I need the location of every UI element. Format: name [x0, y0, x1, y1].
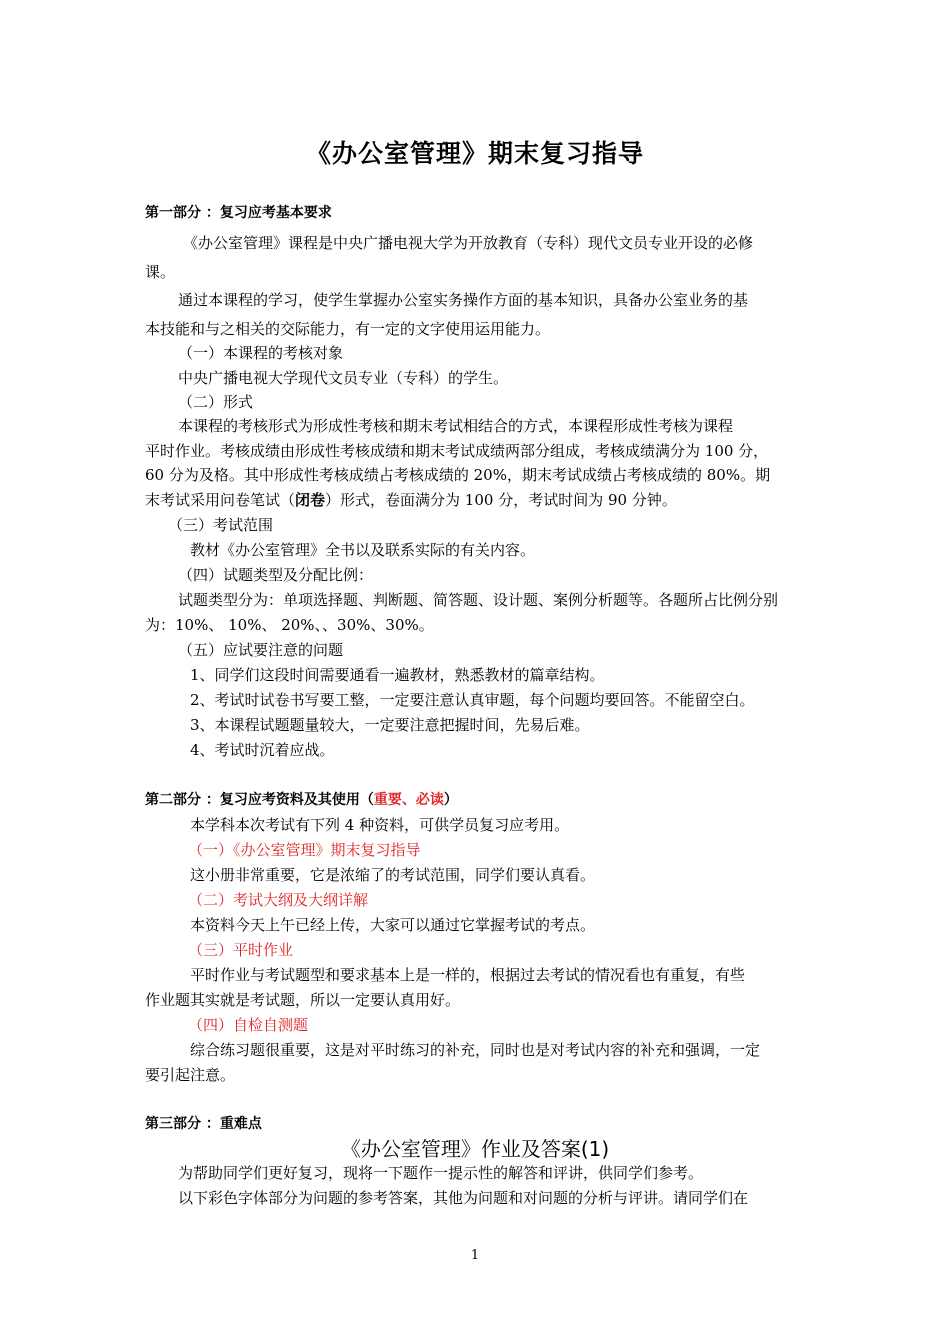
resource-text: 这小册非常重要，它是浓缩了的考试范围，同学们要认真看。 — [190, 866, 596, 884]
section-text: 为：10%、 10%、 20%、、30%、30%。 — [145, 616, 434, 634]
part2-heading-highlight: 重要、必读 — [373, 792, 444, 808]
part2-heading-text: 第二部分 ：复习应考资料及其使用（ — [145, 792, 374, 808]
section-text-part: ）形式，卷面满分为 100 分，考试时间为 90 分钟。 — [325, 491, 677, 509]
part2-heading — [145, 790, 458, 810]
resource-heading: （三）平时作业 — [188, 941, 294, 959]
part3-text: 以下彩色字体部分为问题的参考答案，其他为问题和对问题的分析与评讲。请同学们在 — [178, 1189, 749, 1207]
list-item: 3、本课程试题题量较大，一定要注意把握时间，先易后难。 — [190, 716, 590, 734]
section-text-part: 末考试采用问卷笔试（ — [145, 491, 296, 509]
resource-heading: （四）自检自测题 — [188, 1016, 309, 1034]
closed-book-label: 闭卷 — [295, 491, 326, 509]
section-text: 本课程的考核形式为形成性考核和期末考试相结合的方式，本课程形成性考核为课程 — [178, 417, 734, 435]
part3-text: 为帮助同学们更好复习，现将一下题作一提示性的解答和评讲，供同学们参考。 — [178, 1164, 704, 1182]
resource-text: 本资料今天上午已经上传，大家可以通过它掌握考试的考点。 — [190, 916, 596, 934]
part1-heading: 第一部分 ：复习应考基本要求 — [145, 205, 332, 221]
part1-paragraph-line: 《办公室管理》课程是中央广播电视大学为开放教育（专科）现代文员专业开设的必修 — [183, 234, 754, 252]
list-item: 4、考试时沉着应战。 — [190, 741, 335, 759]
part2-intro: 本学科本次考试有下列 4 种资料，可供学员复习应考用。 — [190, 816, 570, 834]
list-item: 1、同学们这段时间需要通看一遍教材，熟悉教材的篇章结构。 — [190, 666, 605, 684]
resource-text: 综合练习题很重要，这是对平时练习的补充，同时也是对考试内容的补充和强调，一定 — [190, 1041, 761, 1059]
part1-paragraph-line: 课。 — [145, 263, 176, 281]
part3-heading: 第三部分 ：重难点 — [145, 1116, 262, 1132]
part1-paragraph-line: 通过本课程的学习，使学生掌握办公室实务操作方面的基本知识，具备办公室业务的基 — [178, 291, 749, 309]
resource-text: 作业题其实就是考试题，所以一定要认真用好。 — [145, 991, 461, 1009]
section-text: 60 分为及格。其中形成性考核成绩占考核成绩的 20%，期末考试成绩占考核成绩的 80%。期 — [145, 466, 771, 484]
section-text — [145, 490, 677, 510]
page-number: 1 — [470, 1248, 480, 1263]
section-heading: （一）本课程的考核对象 — [178, 344, 344, 362]
part2-heading-text: ） — [443, 792, 458, 808]
part1-paragraph-line: 本技能和与之相关的交际能力，有一定的文字使用运用能力。 — [145, 320, 551, 338]
section-heading: （三）考试范围 — [168, 516, 274, 534]
document-title: 《办公室管理》期末复习指导 — [305, 139, 644, 168]
section-text: 平时作业。考核成绩由形成性考核成绩和期末考试成绩两部分组成，考核成绩满分为 100 分， — [145, 442, 769, 460]
section-heading: （二）形式 — [178, 393, 254, 411]
resource-text: 要引起注意。 — [145, 1066, 236, 1084]
section-heading: （五）应试要注意的问题 — [178, 641, 344, 659]
section-text: 试题类型分为：单项选择题、判断题、简答题、设计题、案例分析题等。各题所占比例分别 — [178, 591, 779, 609]
homework-title: 《办公室管理》作业及答案(1) — [340, 1137, 610, 1161]
section-text: 教材《办公室管理》全书以及联系实际的有关内容。 — [190, 541, 536, 559]
resource-text: 平时作业与考试题型和要求基本上是一样的，根据过去考试的情况看也有重复，有些 — [190, 966, 746, 984]
resource-heading: （一）《办公室管理》期末复习指导 — [188, 841, 421, 859]
section-text: 中央广播电视大学现代文员专业（专科）的学生。 — [178, 369, 509, 387]
resource-heading: （二）考试大纲及大纲详解 — [188, 891, 369, 909]
section-heading: （四）试题类型及分配比例： — [178, 566, 374, 584]
list-item: 2、考试时试卷书写要工整，一定要注意认真审题，每个问题均要回答。不能留空白。 — [190, 691, 755, 709]
